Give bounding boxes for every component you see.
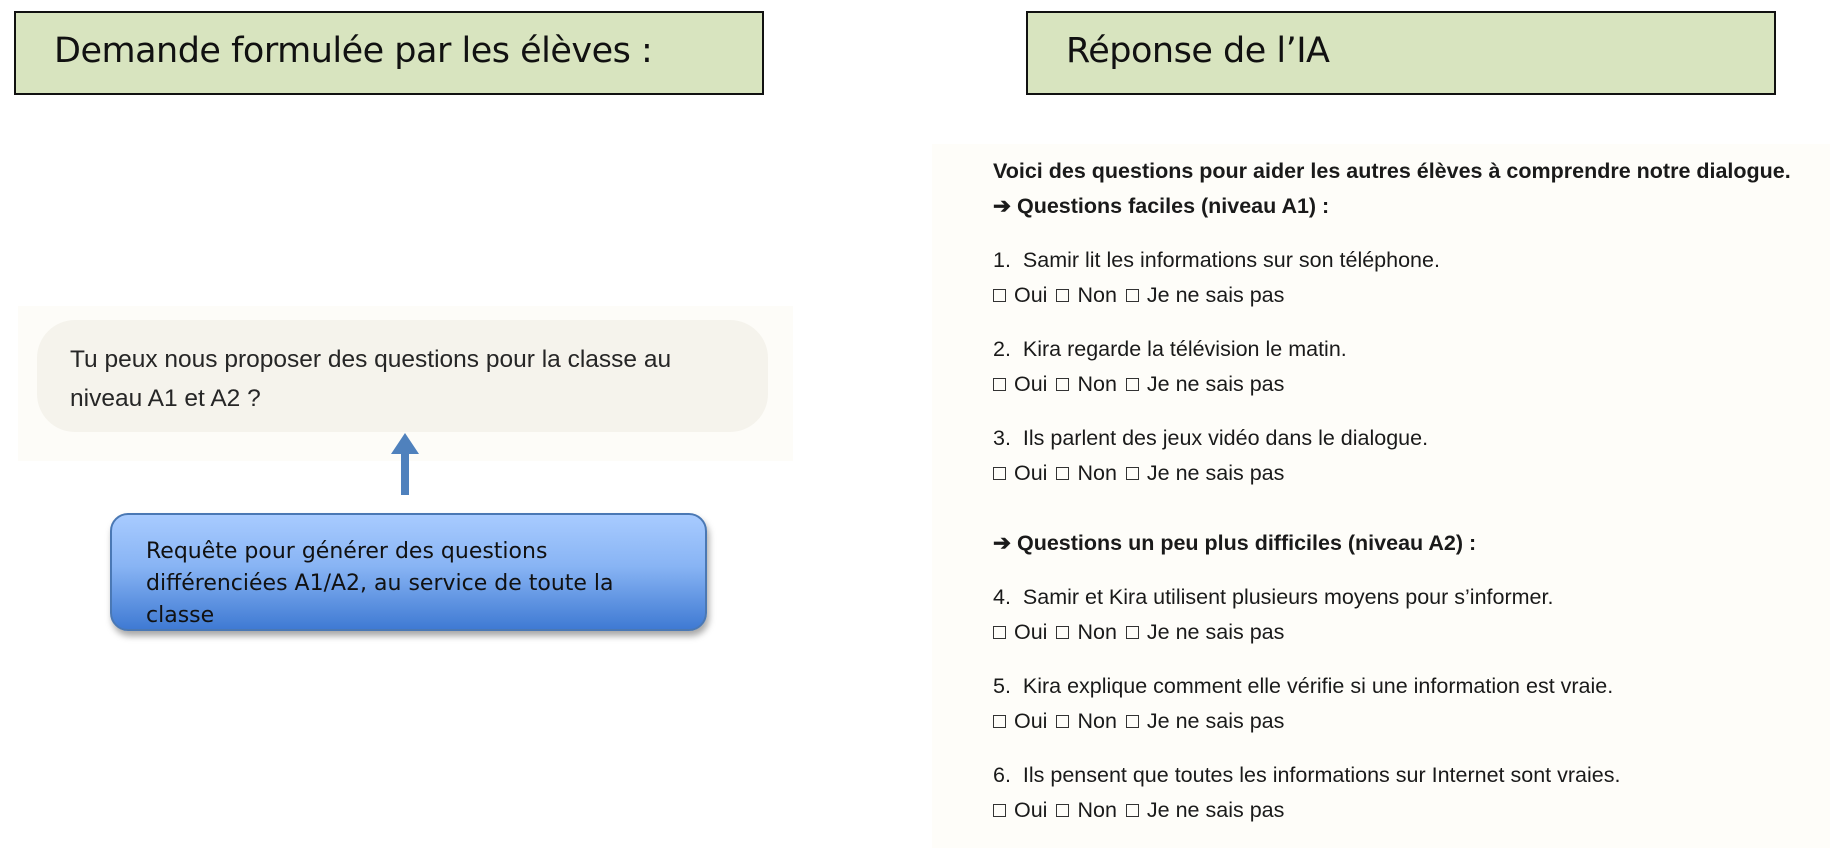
- question-item-3: [993, 426, 1428, 451]
- question-item-2: [993, 337, 1347, 362]
- checkbox-non[interactable]: [1056, 804, 1069, 817]
- student-request-header: [14, 11, 764, 95]
- option-label: Non: [1077, 283, 1117, 307]
- answer-options-4: [993, 620, 1293, 645]
- option-label: Je ne sais pas: [1146, 372, 1285, 396]
- option-label: Non: [1077, 461, 1117, 485]
- option-label: Non: [1077, 709, 1117, 733]
- option-label: Non: [1077, 798, 1117, 822]
- option-label: Non: [1077, 620, 1117, 644]
- up-arrow-icon: [390, 433, 420, 495]
- question-item-1: [993, 248, 1440, 273]
- checkbox-non[interactable]: [1056, 378, 1069, 391]
- question-text: Ils parlent des jeux vidéo dans le dialogue.: [1022, 426, 1429, 450]
- checkbox-non[interactable]: [1056, 715, 1069, 728]
- checkbox-je-ne-sais-pas[interactable]: [1126, 467, 1139, 480]
- option-label: Je ne sais pas: [1146, 709, 1285, 733]
- option-label: Je ne sais pas: [1146, 283, 1285, 307]
- checkbox-oui[interactable]: [993, 626, 1006, 639]
- option-label: Oui: [1014, 372, 1048, 396]
- question-text: Kira regarde la télévision le matin.: [1022, 337, 1347, 361]
- question-number: 5.: [993, 674, 1011, 698]
- checkbox-je-ne-sais-pas[interactable]: [1126, 804, 1139, 817]
- checkbox-je-ne-sais-pas[interactable]: [1126, 378, 1139, 391]
- checkbox-je-ne-sais-pas[interactable]: [1126, 715, 1139, 728]
- student-request-title: Demande formulée par les élèves :: [54, 31, 653, 71]
- ai-response-title: Réponse de l’IA: [1066, 31, 1330, 71]
- option-label: Oui: [1014, 283, 1048, 307]
- question-number: 2.: [993, 337, 1011, 361]
- user-message-bubble: Tu peux nous proposer des questions pour la classe au niveau A1 et A2 ?: [37, 320, 768, 432]
- ai-response-header: [1026, 11, 1776, 95]
- checkbox-non[interactable]: [1056, 289, 1069, 302]
- question-number: 3.: [993, 426, 1011, 450]
- question-text: Samir et Kira utilisent plusieurs moyens pour s’informer.: [1022, 585, 1554, 609]
- checkbox-je-ne-sais-pas[interactable]: [1126, 289, 1139, 302]
- question-item-6: [993, 763, 1620, 788]
- checkbox-oui[interactable]: [993, 715, 1006, 728]
- answer-options-5: [993, 709, 1293, 734]
- option-label: Oui: [1014, 709, 1048, 733]
- response-intro: Voici des questions pour aider les autres élèves à comprendre notre dialogue.: [993, 159, 1791, 183]
- answer-options-6: [993, 798, 1293, 823]
- answer-options-1: [993, 283, 1293, 308]
- option-label: Oui: [1014, 620, 1048, 644]
- checkbox-non[interactable]: [1056, 467, 1069, 480]
- question-text: Ils pensent que toutes les informations sur Internet sont vraies.: [1022, 763, 1621, 787]
- option-label: Je ne sais pas: [1146, 461, 1285, 485]
- checkbox-oui[interactable]: [993, 289, 1006, 302]
- question-text: Kira explique comment elle vérifie si une information est vraie.: [1022, 674, 1614, 698]
- question-number: 4.: [993, 585, 1011, 609]
- question-item-4: [993, 585, 1553, 610]
- option-label: Non: [1077, 372, 1117, 396]
- annotation-callout: Requête pour générer des questions différenciées A1/A2, au service de toute la classe: [110, 513, 707, 631]
- checkbox-oui[interactable]: [993, 804, 1006, 817]
- answer-options-2: [993, 372, 1293, 397]
- section-heading-a2: ➔ Questions un peu plus difficiles (niveau A2) :: [993, 531, 1477, 555]
- option-label: Je ne sais pas: [1146, 620, 1285, 644]
- option-label: Oui: [1014, 798, 1048, 822]
- checkbox-oui[interactable]: [993, 378, 1006, 391]
- question-number: 1.: [993, 248, 1011, 272]
- checkbox-non[interactable]: [1056, 626, 1069, 639]
- question-item-5: [993, 674, 1613, 699]
- checkbox-oui[interactable]: [993, 467, 1006, 480]
- checkbox-je-ne-sais-pas[interactable]: [1126, 626, 1139, 639]
- question-text: Samir lit les informations sur son téléphone.: [1022, 248, 1440, 272]
- option-label: Je ne sais pas: [1146, 798, 1285, 822]
- question-number: 6.: [993, 763, 1011, 787]
- option-label: Oui: [1014, 461, 1048, 485]
- answer-options-3: [993, 461, 1293, 486]
- section-heading-a1: ➔ Questions faciles (niveau A1) :: [993, 194, 1330, 218]
